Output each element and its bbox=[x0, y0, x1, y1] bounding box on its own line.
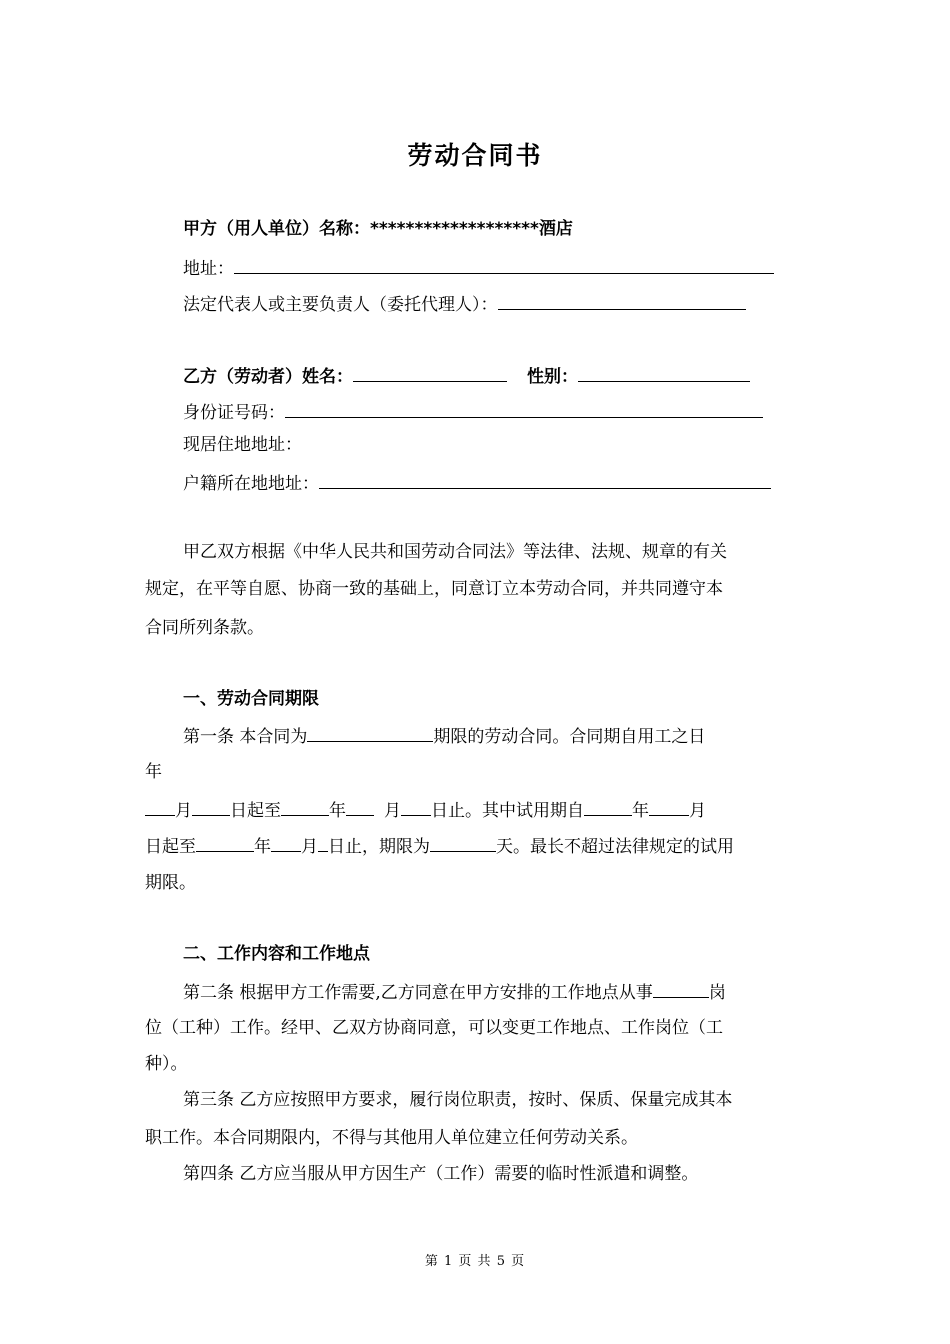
party-a-rep-row bbox=[183, 291, 746, 316]
article-2-text-a: 第二条 根据甲方工作需要,乙方同意在甲方安排的工作地点从事 bbox=[183, 983, 653, 1003]
preamble-line-3: 合同所列条款。 bbox=[145, 618, 264, 638]
party-b-id-label: 身份证号码： bbox=[183, 403, 285, 423]
article-2-text-b: 岗 bbox=[708, 983, 726, 1003]
page-footer: 第 1 页 共 5 页 bbox=[424, 1254, 526, 1269]
party-b-name-field[interactable] bbox=[353, 363, 507, 382]
contract-term-type-field[interactable] bbox=[307, 723, 433, 742]
end-month-field[interactable] bbox=[346, 797, 374, 816]
party-b-gender-label: 性别： bbox=[527, 367, 578, 387]
article-1-line-4 bbox=[145, 833, 734, 858]
probation-end-month-field[interactable] bbox=[271, 833, 301, 852]
probation-start-year-field[interactable] bbox=[584, 797, 632, 816]
section-2-heading: 二、工作内容和工作地点 bbox=[183, 944, 370, 964]
article-1-line-5: 期限。 bbox=[145, 873, 196, 893]
preamble-line-2: 规定，在平等自愿、协商一致的基础上，同意订立本劳动合同，并共同遵守本 bbox=[145, 579, 723, 599]
article-3-line-1: 第三条 乙方应按照甲方要求，履行岗位职责，按时、保质、保量完成其本 bbox=[183, 1090, 733, 1110]
party-a-name-label: 甲方（用人单位）名称： bbox=[183, 219, 370, 239]
text-year-3: 年 bbox=[254, 837, 271, 857]
article-1-line-2: 年 bbox=[145, 762, 162, 782]
text-period: 日止，期限为 bbox=[328, 837, 430, 857]
party-a-address-field[interactable] bbox=[234, 255, 774, 274]
party-b-name-label: 乙方（劳动者）姓名： bbox=[183, 367, 353, 387]
party-a-name-row bbox=[183, 218, 573, 240]
section-1-heading: 一、劳动合同期限 bbox=[183, 689, 319, 709]
party-b-current-address-row bbox=[183, 434, 302, 456]
article-2-line-2: 位（工种）工作。经甲、乙双方协商同意，可以变更工作地点、工作岗位（工 bbox=[145, 1018, 723, 1038]
party-b-id-field[interactable] bbox=[285, 399, 763, 418]
text-year-2: 年 bbox=[632, 801, 649, 821]
party-a-address-row bbox=[183, 255, 774, 280]
article-3-line-2: 职工作。本合同期限内，不得与其他用人单位建立任何劳动关系。 bbox=[145, 1128, 638, 1148]
article-2-line-3: 种）。 bbox=[145, 1054, 188, 1074]
text-limit: 天。最长不超过法律规定的试用 bbox=[496, 837, 734, 857]
probation-days-field[interactable] bbox=[430, 833, 496, 852]
start-month-field[interactable] bbox=[145, 797, 175, 816]
text-day-to: 日起至 bbox=[145, 837, 196, 857]
job-position-field[interactable] bbox=[653, 979, 709, 998]
party-b-current-address-label: 现居住地地址： bbox=[183, 435, 302, 455]
text-year: 年 bbox=[329, 801, 346, 821]
probation-end-year-field[interactable] bbox=[196, 833, 254, 852]
party-a-rep-field[interactable] bbox=[498, 291, 746, 310]
text-probation-from: 日止。其中试用期自 bbox=[431, 801, 584, 821]
text-day-from: 日起至 bbox=[230, 801, 281, 821]
article-1-line-1 bbox=[183, 723, 705, 748]
text-month: 月 bbox=[175, 801, 192, 821]
text-month-3: 月 bbox=[689, 801, 706, 821]
party-b-id-row bbox=[183, 399, 763, 424]
text-month-2: 月 bbox=[384, 801, 401, 821]
probation-start-month-field[interactable] bbox=[649, 797, 689, 816]
start-day-field[interactable] bbox=[192, 797, 230, 816]
end-day-field[interactable] bbox=[401, 797, 431, 816]
text-month-4: 月 bbox=[301, 837, 318, 857]
party-a-address-label: 地址： bbox=[183, 259, 234, 279]
party-b-household-address-label: 户籍所在地地址： bbox=[183, 474, 319, 494]
end-year-field[interactable] bbox=[281, 797, 329, 816]
party-a-name-value: *******************酒店 bbox=[370, 219, 573, 239]
article-1-text-b: 期限的劳动合同。合同期自用工之日 bbox=[433, 727, 706, 747]
article-2-line-1 bbox=[183, 979, 726, 1004]
party-b-name-row bbox=[183, 363, 750, 388]
document-title: 劳动合同书 bbox=[407, 141, 543, 170]
probation-end-day-field[interactable] bbox=[318, 833, 328, 852]
preamble-line-1: 甲乙双方根据《中华人民共和国劳动合同法》等法律、法规、规章的有关 bbox=[183, 542, 727, 562]
party-a-rep-label: 法定代表人或主要负责人（委托代理人）： bbox=[183, 295, 498, 315]
article-1-line-3 bbox=[145, 797, 706, 822]
party-b-household-address-field[interactable] bbox=[319, 470, 771, 489]
article-1-text-a: 第一条 本合同为 bbox=[183, 727, 308, 747]
article-4-line-1: 第四条 乙方应当服从甲方因生产（工作）需要的临时性派遣和调整。 bbox=[183, 1164, 699, 1184]
party-b-gender-field[interactable] bbox=[578, 363, 750, 382]
party-b-household-address-row bbox=[183, 470, 771, 495]
